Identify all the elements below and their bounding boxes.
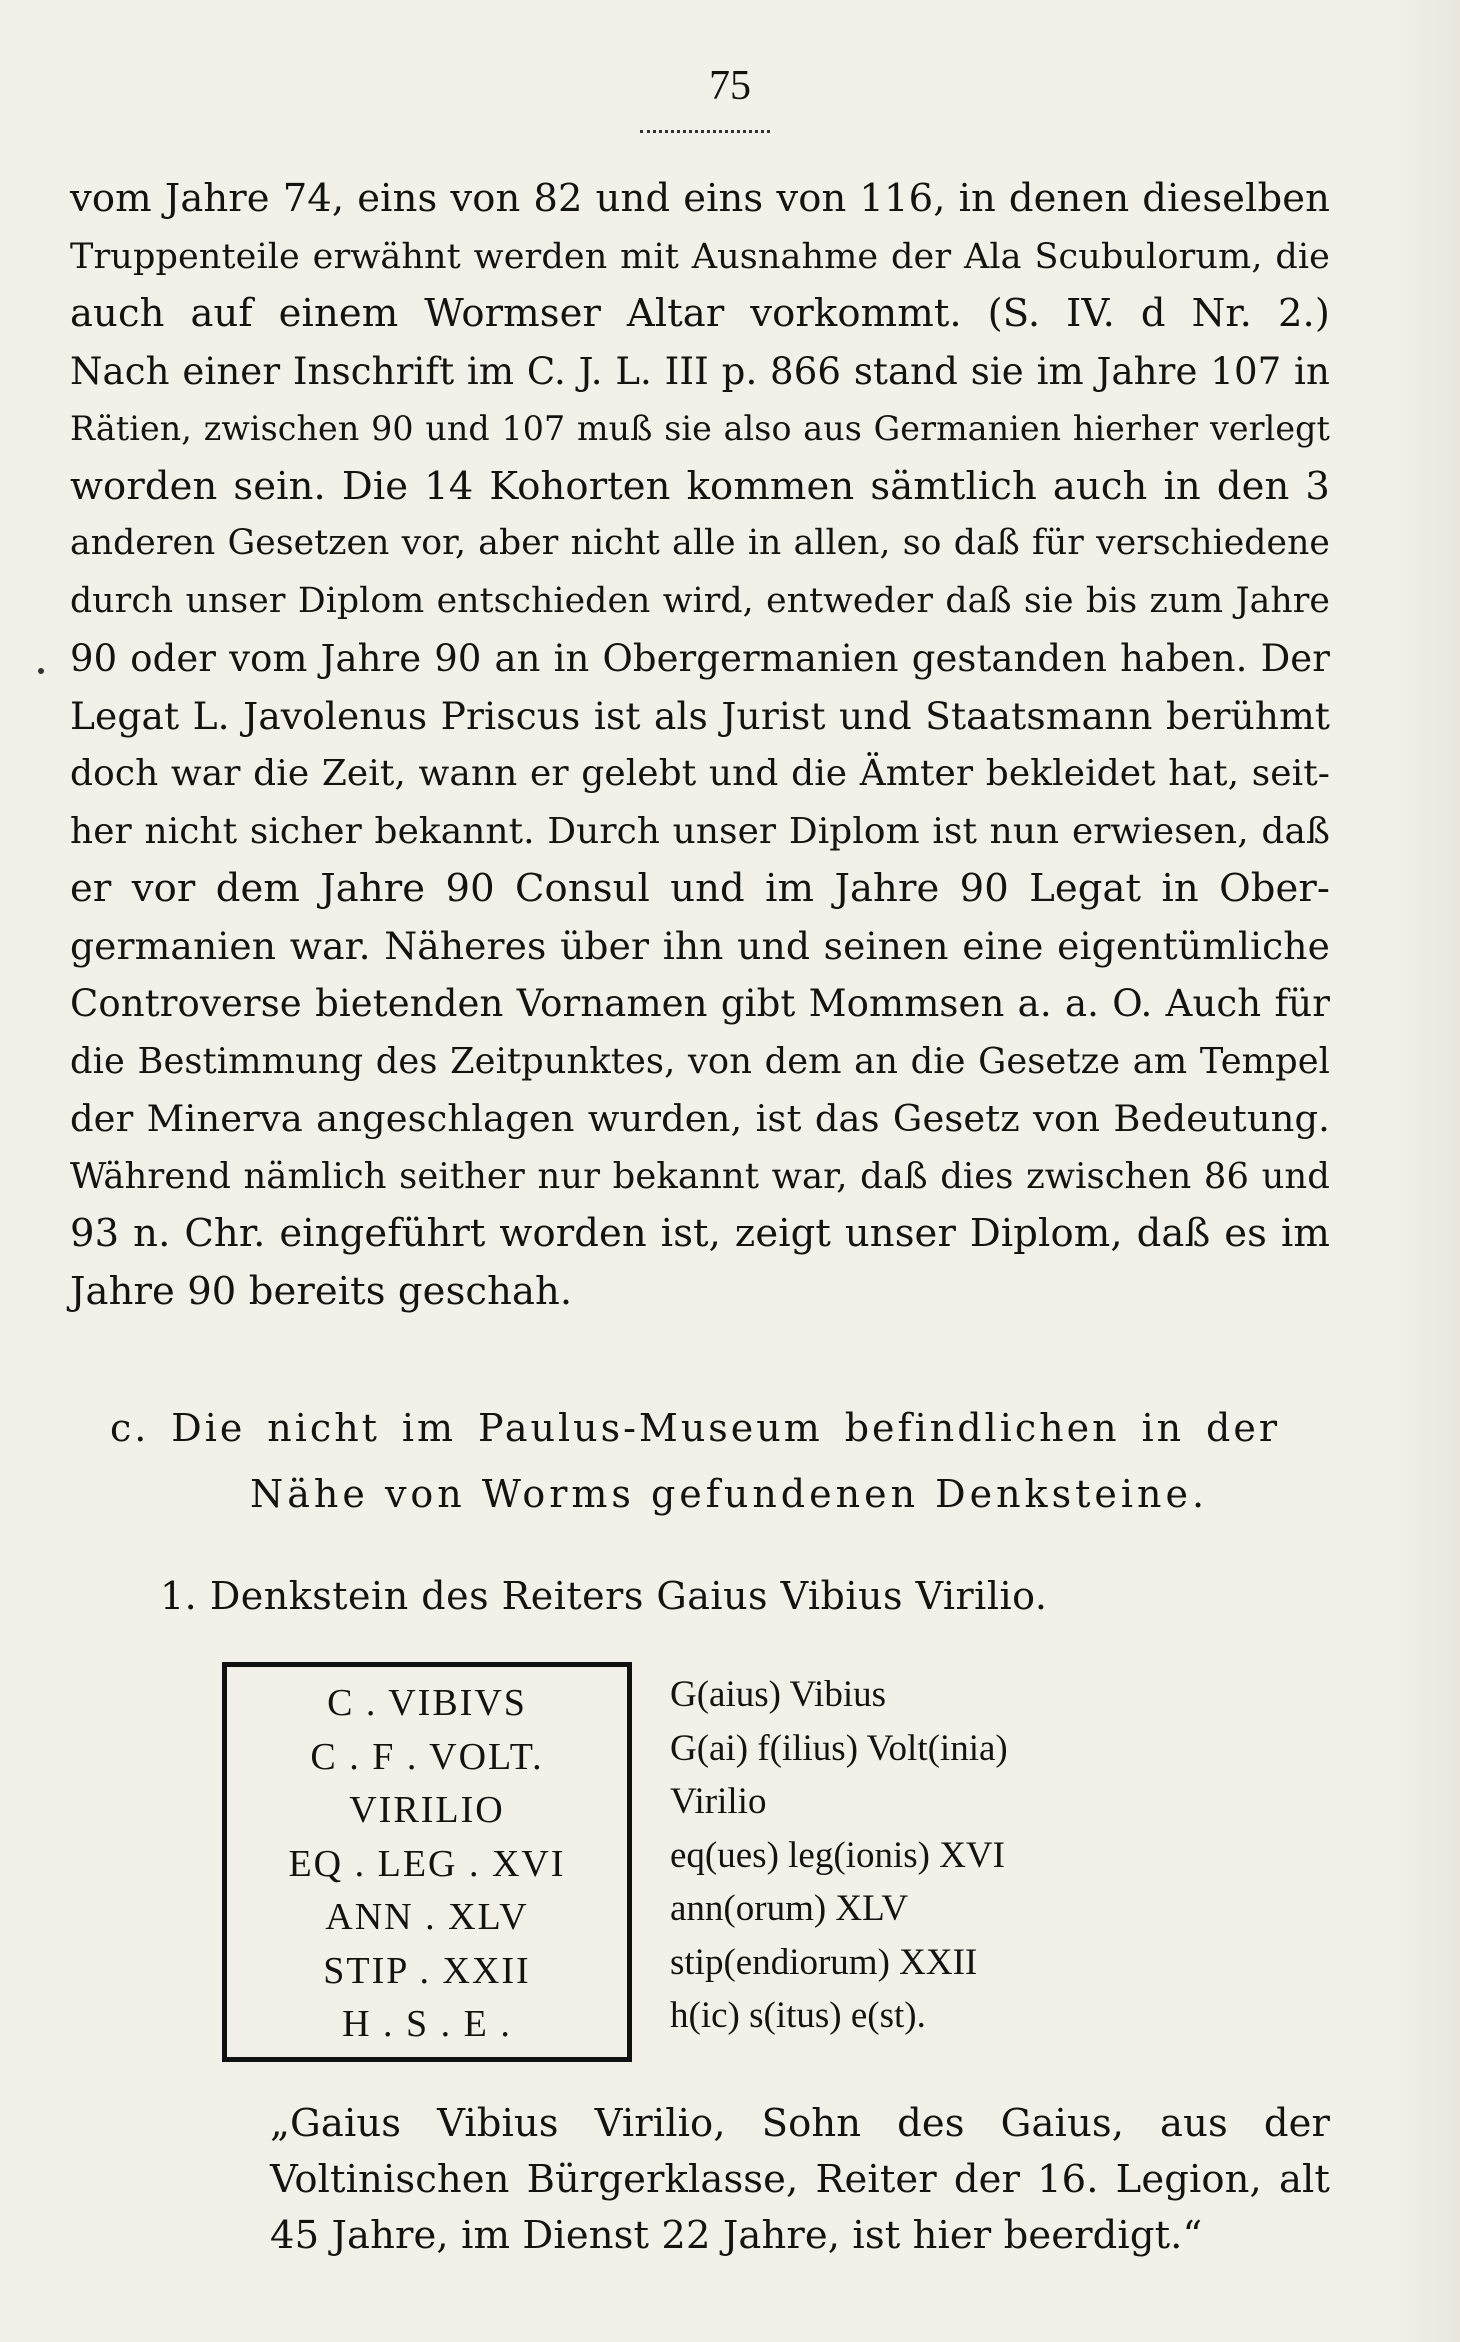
paragraph-line: Truppenteile erwähnt werden mit Ausnahme der Ala Scubulorum, die xyxy=(70,235,1330,277)
inscription-line: C . F . VOLT. xyxy=(310,1735,544,1778)
paragraph-line: Rätien, zwischen 90 und 107 muß sie also aus Germanien hierher verlegt xyxy=(70,409,1330,448)
section-heading-line: Nähe von Worms gefundenen Denksteine. xyxy=(250,1472,1209,1516)
translation-line: „Gaius Vibius Virilio, Sohn des Gaius, aus der xyxy=(270,2101,1330,2146)
transcription-line: eq(ues) leg(ionis) XVI xyxy=(670,1834,1005,1876)
paragraph-line: Jahre 90 bereits geschah. xyxy=(70,1268,573,1314)
page-number: 75 xyxy=(709,63,751,109)
margin-mark xyxy=(38,668,44,674)
transcription-line: Virilio xyxy=(670,1781,767,1822)
paragraph-line: worden sein. Die 14 Kohorten kommen sämtlich auch in den 3 xyxy=(70,463,1330,509)
paragraph-line: er vor dem Jahre 90 Consul und im Jahre 90 Legat in Ober- xyxy=(70,866,1330,911)
section-heading xyxy=(110,1395,1280,1527)
inscription-line: H . S . E . xyxy=(342,2003,512,2045)
paragraph-line: Nach einer Inschrift im C. J. L. III p. 866 stand sie im Jahre 107 in xyxy=(70,349,1330,393)
section-heading-line: c. Die nicht im Paulus-Museum befindlichen in der xyxy=(110,1406,1280,1450)
inscription-line: VIRILIO xyxy=(349,1789,505,1831)
transcription-line: ann(orum) XLV xyxy=(670,1888,909,1929)
paragraph-line: her nicht sicher bekannt. Durch unser Diplom ist nun erwiesen, daß xyxy=(70,810,1330,852)
paragraph-line: doch war die Zeit, wann er gelebt und die Ämter bekleidet hat, seit- xyxy=(70,753,1330,794)
transcription-line: G(ai) f(ilius) Volt(inia) xyxy=(670,1727,1008,1769)
paragraph-line: Controverse bietenden Vornamen gibt Mommsen a. a. O. Auch für xyxy=(70,982,1330,1025)
paragraph-line: auch auf einem Wormser Altar vorkommt. (S. IV. d Nr. 2.) xyxy=(70,291,1330,336)
page-edge-shadow xyxy=(1390,0,1460,2342)
inscription-line: ANN . XLV xyxy=(325,1896,529,1938)
paragraph-line: Während nämlich seither nur bekannt war, daß dies zwischen 86 und xyxy=(70,1155,1330,1197)
transcription-line: G(aius) Vibius xyxy=(670,1674,887,1715)
transcription-line: h(ic) s(itus) e(st). xyxy=(670,1995,926,2036)
paragraph-line: 93 n. Chr. eingeführt worden ist, zeigt unser Diplom, daß es im xyxy=(70,1211,1330,1256)
transcription-line: stip(endiorum) XXII xyxy=(670,1941,978,1983)
paragraph-line: der Minerva angeschlagen wurden, ist das Gesetz von Bedeutung. xyxy=(70,1097,1330,1140)
item-subheading: 1. Denkstein des Reiters Gaius Vibius Virilio. xyxy=(160,1574,1048,1618)
inscription-transcription xyxy=(670,1668,1290,2043)
inscription-box xyxy=(222,1662,632,2062)
main-paragraph xyxy=(70,170,1330,1320)
translation-line: Voltinischen Bürgerklasse, Reiter der 16. Legion, alt xyxy=(270,2157,1330,2202)
inscription-line: STIP . XXII xyxy=(323,1949,531,1992)
paragraph-line: durch unser Diplom entschieden wird, entweder daß sie bis zum Jahre xyxy=(70,580,1330,621)
page-number-ornament xyxy=(640,124,770,133)
paragraph-line: anderen Gesetzen vor, aber nicht alle in allen, so daß für verschiedene xyxy=(70,523,1330,563)
translation-line: 45 Jahre, im Dienst 22 Jahre, ist hier beerdigt.“ xyxy=(270,2213,1203,2258)
paragraph-line: Legat L. Javolenus Priscus ist als Jurist und Staatsmann berühmt xyxy=(70,693,1330,738)
paragraph-line: vom Jahre 74, eins von 82 und eins von 116, in denen dieselben xyxy=(70,176,1330,221)
paragraph-line: 90 oder vom Jahre 90 an in Obergermanien gestanden haben. Der xyxy=(70,637,1330,680)
paragraph-line: germanien war. Näheres über ihn und seinen eine eigentümliche xyxy=(70,923,1330,968)
paragraph-line: die Bestimmung des Zeitpunktes, von dem an die Gesetze am Tempel xyxy=(70,1040,1330,1082)
inscription-line: C . VIBIVS xyxy=(327,1682,527,1724)
inscription-line: EQ . LEG . XVI xyxy=(288,1842,566,1885)
translation-paragraph xyxy=(270,2096,1330,2264)
